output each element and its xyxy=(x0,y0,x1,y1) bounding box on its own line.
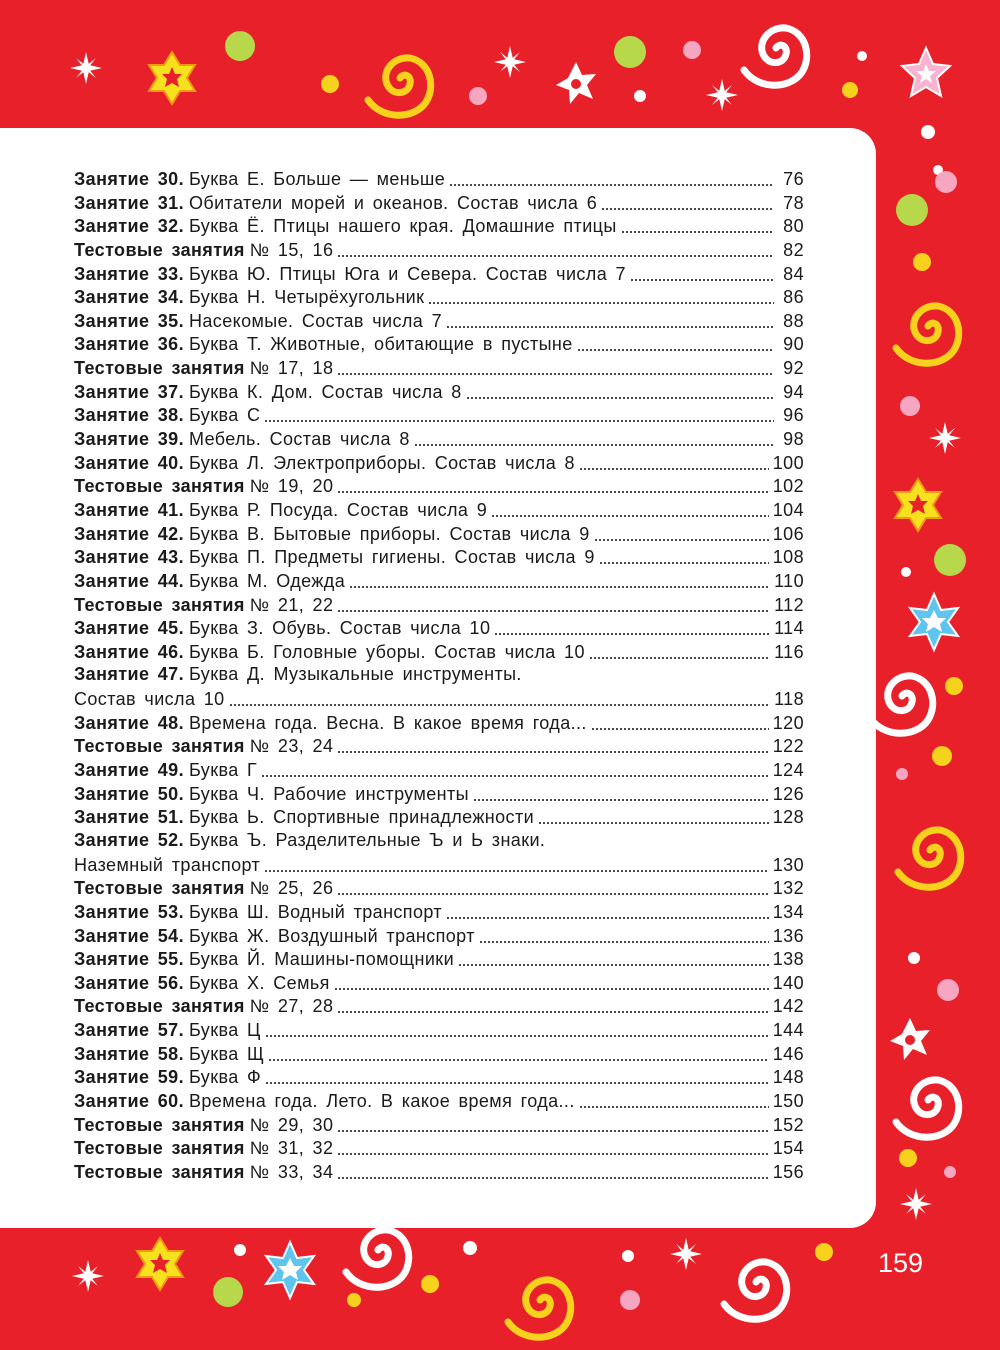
toc-entry-title: Буква М. Одежда xyxy=(188,570,346,591)
toc-entry-title: Времена года. Лето. В какое время года... xyxy=(188,1090,575,1111)
dot-leader xyxy=(334,974,769,991)
toc-entry-title: Буква Р. Посуда. Состав числа 9 xyxy=(188,499,488,520)
toc-entry xyxy=(74,688,804,712)
toc-entry-page: 128 xyxy=(772,807,804,828)
toc-entry-title: № 29, 30 xyxy=(249,1114,334,1135)
toc-entry-page: 148 xyxy=(772,1067,804,1088)
toc-entry-title: Буква Ф xyxy=(188,1067,262,1088)
toc-entry-title: Буква Е. Больше — меньше xyxy=(188,169,446,189)
toc-entry xyxy=(74,783,804,807)
dot-leader xyxy=(491,501,769,518)
toc-entry-label: Занятие 39. xyxy=(74,429,184,450)
dot-leader xyxy=(594,525,769,542)
toc-entry-page: 122 xyxy=(772,736,804,757)
toc-entry-page: 114 xyxy=(774,618,804,639)
dot-leader xyxy=(599,548,769,565)
toc-entry-label: Занятие 44. xyxy=(74,570,184,591)
toc-entry-page: 126 xyxy=(772,783,804,804)
toc-entry xyxy=(74,806,804,830)
toc-entry-label: Тестовые занятия xyxy=(74,476,245,497)
toc-entry-label: Занятие 34. xyxy=(74,287,184,308)
toc-entry-label: Занятие 38. xyxy=(74,405,184,426)
toc-entry-page: 142 xyxy=(772,996,804,1017)
toc-entry xyxy=(74,1090,804,1114)
toc-entry-title: Буква С xyxy=(188,405,261,426)
toc-entry xyxy=(74,877,804,901)
toc-entry xyxy=(74,712,804,736)
dot-leader xyxy=(265,1021,769,1038)
dot-leader xyxy=(428,288,774,305)
toc-entry-title: № 19, 20 xyxy=(249,476,334,497)
toc-entry-page: 156 xyxy=(772,1161,804,1182)
dot-leader xyxy=(473,785,769,802)
dot-leader xyxy=(577,335,774,352)
toc-entry-page: 76 xyxy=(783,169,804,189)
toc-entry xyxy=(74,286,804,310)
toc-entry-label: Тестовые занятия xyxy=(74,1138,245,1159)
toc-entry-title: Буква Ь. Спортивные принадлежности xyxy=(188,807,535,828)
dot-leader xyxy=(458,950,769,967)
toc-entry-title: № 33, 34 xyxy=(249,1161,334,1182)
toc-entry-title: № 25, 26 xyxy=(249,878,334,899)
toc-entry-title: № 23, 24 xyxy=(249,736,334,757)
toc-entry-label: Занятие 49. xyxy=(74,760,184,781)
toc-entry-page: 154 xyxy=(772,1138,804,1159)
toc-entry-page: 116 xyxy=(774,641,804,662)
toc-entry-page: 92 xyxy=(783,358,804,379)
toc-entry-title: Мебель. Состав числа 8 xyxy=(188,429,410,450)
toc-entry xyxy=(74,995,804,1019)
toc-entry-title: Буква Ч. Рабочие инструменты xyxy=(188,783,469,804)
toc-entry-label: Занятие 55. xyxy=(74,949,184,970)
toc-entry-label: Занятие 53. xyxy=(74,901,184,922)
toc-entry xyxy=(74,1066,804,1090)
dot-leader xyxy=(337,1163,768,1180)
toc-entry xyxy=(74,735,804,759)
toc-entry-title: № 21, 22 xyxy=(249,594,334,615)
toc-entry xyxy=(74,1019,804,1043)
toc-entry-title: Буква Ъ. Разделительные Ъ и Ь знаки. xyxy=(188,829,546,850)
toc-entry-title: Буква Й. Машины-помощники xyxy=(188,949,455,970)
toc-entry-label: Занятие 42. xyxy=(74,523,184,544)
dot-leader xyxy=(337,1139,768,1156)
dot-leader xyxy=(337,241,774,258)
toc-entry xyxy=(74,215,804,239)
toc-entry-title: № 15, 16 xyxy=(249,239,334,260)
dot-leader xyxy=(265,1068,769,1085)
toc-entry-label: Тестовые занятия xyxy=(74,736,245,757)
toc-entry-title: Буква Ю. Птицы Юга и Севера. Состав числа 7 xyxy=(188,263,626,284)
toc-entry-page: 82 xyxy=(783,239,804,260)
dot-leader xyxy=(601,194,774,211)
toc-entry xyxy=(74,925,804,949)
toc-entry-label: Занятие 58. xyxy=(74,1043,184,1064)
dot-leader xyxy=(591,714,769,731)
toc-entry xyxy=(74,357,804,381)
page-number: 159 xyxy=(878,1248,924,1278)
toc-entry-label: Занятие 32. xyxy=(74,216,184,237)
toc-entry xyxy=(74,570,804,594)
toc-entry-label: Тестовые занятия xyxy=(74,358,245,379)
dot-leader xyxy=(446,903,769,920)
toc-entry-label: Тестовые занятия xyxy=(74,996,245,1017)
toc-entry-title: Буква В. Бытовые приборы. Состав числа 9 xyxy=(188,523,590,544)
toc-entry xyxy=(74,168,804,192)
toc-entry-page: 96 xyxy=(783,405,804,426)
toc-entry xyxy=(74,1114,804,1138)
dot-leader xyxy=(579,454,769,471)
toc-entry-title: № 17, 18 xyxy=(249,358,334,379)
toc-entry-label: Занятие 41. xyxy=(74,499,184,520)
toc-entry xyxy=(74,404,804,428)
toc-entry xyxy=(74,192,804,216)
toc-entry-label: Занятие 51. xyxy=(74,807,184,828)
toc-entry-label: Занятие 60. xyxy=(74,1090,184,1111)
toc-entry-title: Буква Ц xyxy=(188,1020,261,1041)
toc-entry-page: 106 xyxy=(772,523,804,544)
toc-entry-title: Буква Х. Семья xyxy=(188,972,330,993)
toc-entry-label: Занятие 43. xyxy=(74,547,184,568)
dot-leader xyxy=(337,879,768,896)
dot-leader xyxy=(268,1045,768,1062)
toc-entry xyxy=(74,452,804,476)
toc-entry-page: 98 xyxy=(783,429,804,450)
toc-entry-title: Буква П. Предметы гигиены. Состав числа 9 xyxy=(188,547,595,568)
dot-leader xyxy=(337,359,774,376)
toc-entry-page: 124 xyxy=(772,760,804,781)
toc-entry-title: Насекомые. Состав числа 7 xyxy=(188,310,443,331)
toc-entry xyxy=(74,263,804,287)
table-of-contents xyxy=(74,168,804,1185)
dot-leader xyxy=(446,312,774,329)
toc-entry-label: Тестовые занятия xyxy=(74,1114,245,1135)
toc-entry-title: Буква Щ xyxy=(188,1043,265,1064)
toc-entry xyxy=(74,546,804,570)
dot-leader xyxy=(621,217,774,234)
toc-entry-title: Буква Ж. Воздушный транспорт xyxy=(188,925,475,946)
toc-entry-title: Буква Ё. Птицы нашего края. Домашние птицы xyxy=(188,216,617,237)
toc-entry-label: Занятие 46. xyxy=(74,641,184,662)
toc-entry-title: Буква З. Обувь. Состав числа 10 xyxy=(188,618,491,639)
toc-entry xyxy=(74,594,804,618)
toc-entry-title: Буква Т. Животные, обитающие в пустыне xyxy=(188,334,573,355)
toc-entry-page: 94 xyxy=(783,381,804,402)
toc-entry-label: Занятие 59. xyxy=(74,1067,184,1088)
toc-entry-title: Буква К. Дом. Состав числа 8 xyxy=(188,381,462,402)
toc-entry-page: 104 xyxy=(772,499,804,520)
dot-leader xyxy=(538,808,769,825)
toc-entry xyxy=(74,428,804,452)
toc-entry-title: № 31, 32 xyxy=(249,1138,334,1159)
toc-entry-page: 146 xyxy=(772,1043,804,1064)
toc-entry-page: 112 xyxy=(774,594,804,615)
dot-leader xyxy=(589,643,770,660)
dot-leader xyxy=(337,737,768,754)
toc-entry xyxy=(74,854,804,878)
toc-entry-label: Занятие 50. xyxy=(74,783,184,804)
dot-leader xyxy=(337,477,768,494)
dot-leader xyxy=(349,572,770,589)
dot-leader xyxy=(579,1092,769,1109)
dot-leader xyxy=(494,619,770,636)
toc-entry xyxy=(74,475,804,499)
toc-entry-label: Занятие 37. xyxy=(74,381,184,402)
toc-entry xyxy=(74,1137,804,1161)
toc-entry-page: 90 xyxy=(783,334,804,355)
toc-entry-page: 144 xyxy=(772,1020,804,1041)
dot-leader xyxy=(264,406,774,423)
toc-entry-page: 88 xyxy=(783,310,804,331)
toc-entry xyxy=(74,948,804,972)
toc-entry-title: Буква Л. Электроприборы. Состав числа 8 xyxy=(188,452,575,473)
toc-entry-label: Тестовые занятия xyxy=(74,1161,245,1182)
toc-entry-title: Буква Б. Головные уборы. Состав числа 10 xyxy=(188,641,585,662)
dot-leader xyxy=(337,596,770,613)
toc-entry xyxy=(74,901,804,925)
dot-leader xyxy=(466,383,774,400)
toc-entry-page: 150 xyxy=(772,1090,804,1111)
toc-entry-title: Наземный транспорт xyxy=(74,854,261,875)
toc-entry-page: 100 xyxy=(772,452,804,473)
toc-entry-label: Занятие 47. xyxy=(74,664,184,685)
toc-entry-label: Занятие 36. xyxy=(74,334,184,355)
toc-entry-label: Тестовые занятия xyxy=(74,878,245,899)
dot-leader xyxy=(449,170,774,187)
toc-entry xyxy=(74,310,804,334)
toc-entry xyxy=(74,617,804,641)
toc-entry-label: Занятие 45. xyxy=(74,618,184,639)
toc-entry-page: 78 xyxy=(783,192,804,213)
toc-entry xyxy=(74,1043,804,1067)
toc-entry-page: 86 xyxy=(783,287,804,308)
toc-entry-label: Занятие 57. xyxy=(74,1020,184,1041)
toc-entry-page: 152 xyxy=(772,1114,804,1135)
toc-entry-page: 132 xyxy=(772,878,804,899)
toc-entry-page: 102 xyxy=(772,476,804,497)
toc-entry-page: 108 xyxy=(772,547,804,568)
toc-entry-page: 110 xyxy=(774,570,804,591)
toc-entry-page: 84 xyxy=(783,263,804,284)
toc-entry xyxy=(74,641,804,665)
toc-entry xyxy=(74,972,804,996)
toc-entry-title: Времена года. Весна. В какое время года... xyxy=(188,712,587,733)
toc-entry-page: 136 xyxy=(772,925,804,946)
toc-entry-label: Занятие 33. xyxy=(74,263,184,284)
toc-entry-label: Занятие 54. xyxy=(74,925,184,946)
dot-leader xyxy=(229,690,770,707)
toc-entry-label: Занятие 48. xyxy=(74,712,184,733)
toc-entry xyxy=(74,759,804,783)
dot-leader xyxy=(479,927,769,944)
toc-entry xyxy=(74,830,804,854)
toc-entry-label: Занятие 31. xyxy=(74,192,184,213)
toc-entry-label: Тестовые занятия xyxy=(74,239,245,260)
dot-leader xyxy=(630,265,774,282)
toc-entry-title: № 27, 28 xyxy=(249,996,334,1017)
dot-leader xyxy=(414,430,774,447)
dot-leader xyxy=(264,856,769,873)
toc-entry-title: Обитатели морей и океанов. Состав числа 6 xyxy=(188,192,598,213)
toc-entry xyxy=(74,333,804,357)
toc-entry-label: Занятие 52. xyxy=(74,829,184,850)
toc-entry xyxy=(74,239,804,263)
dot-leader xyxy=(337,1116,768,1133)
toc-entry xyxy=(74,499,804,523)
toc-entry-page: 134 xyxy=(772,901,804,922)
toc-entry-label: Тестовые занятия xyxy=(74,594,245,615)
toc-entry-page: 138 xyxy=(772,949,804,970)
toc-entry-label: Занятие 35. xyxy=(74,310,184,331)
toc-entry-page: 130 xyxy=(772,854,804,875)
toc-entry-label: Занятие 30. xyxy=(74,169,184,189)
toc-entry-title: Буква Д. Музыкальные инструменты. xyxy=(188,664,522,685)
dot-leader xyxy=(261,761,769,778)
toc-entry xyxy=(74,1161,804,1185)
toc-entry xyxy=(74,664,804,688)
toc-entry-title: Буква Ш. Водный транспорт xyxy=(188,901,443,922)
toc-entry xyxy=(74,523,804,547)
toc-entry xyxy=(74,381,804,405)
toc-entry-title: Буква Г xyxy=(188,760,258,781)
toc-entry-page: 118 xyxy=(774,689,804,710)
toc-entry-title: Буква Н. Четырёхугольник xyxy=(188,287,425,308)
toc-entry-label: Занятие 40. xyxy=(74,452,184,473)
toc-entry-title: Состав числа 10 xyxy=(74,689,225,710)
toc-entry-label: Занятие 56. xyxy=(74,972,184,993)
toc-entry-page: 80 xyxy=(783,216,804,237)
toc-entry-page: 140 xyxy=(772,972,804,993)
dot-leader xyxy=(337,997,768,1014)
toc-entry-page: 120 xyxy=(772,712,804,733)
